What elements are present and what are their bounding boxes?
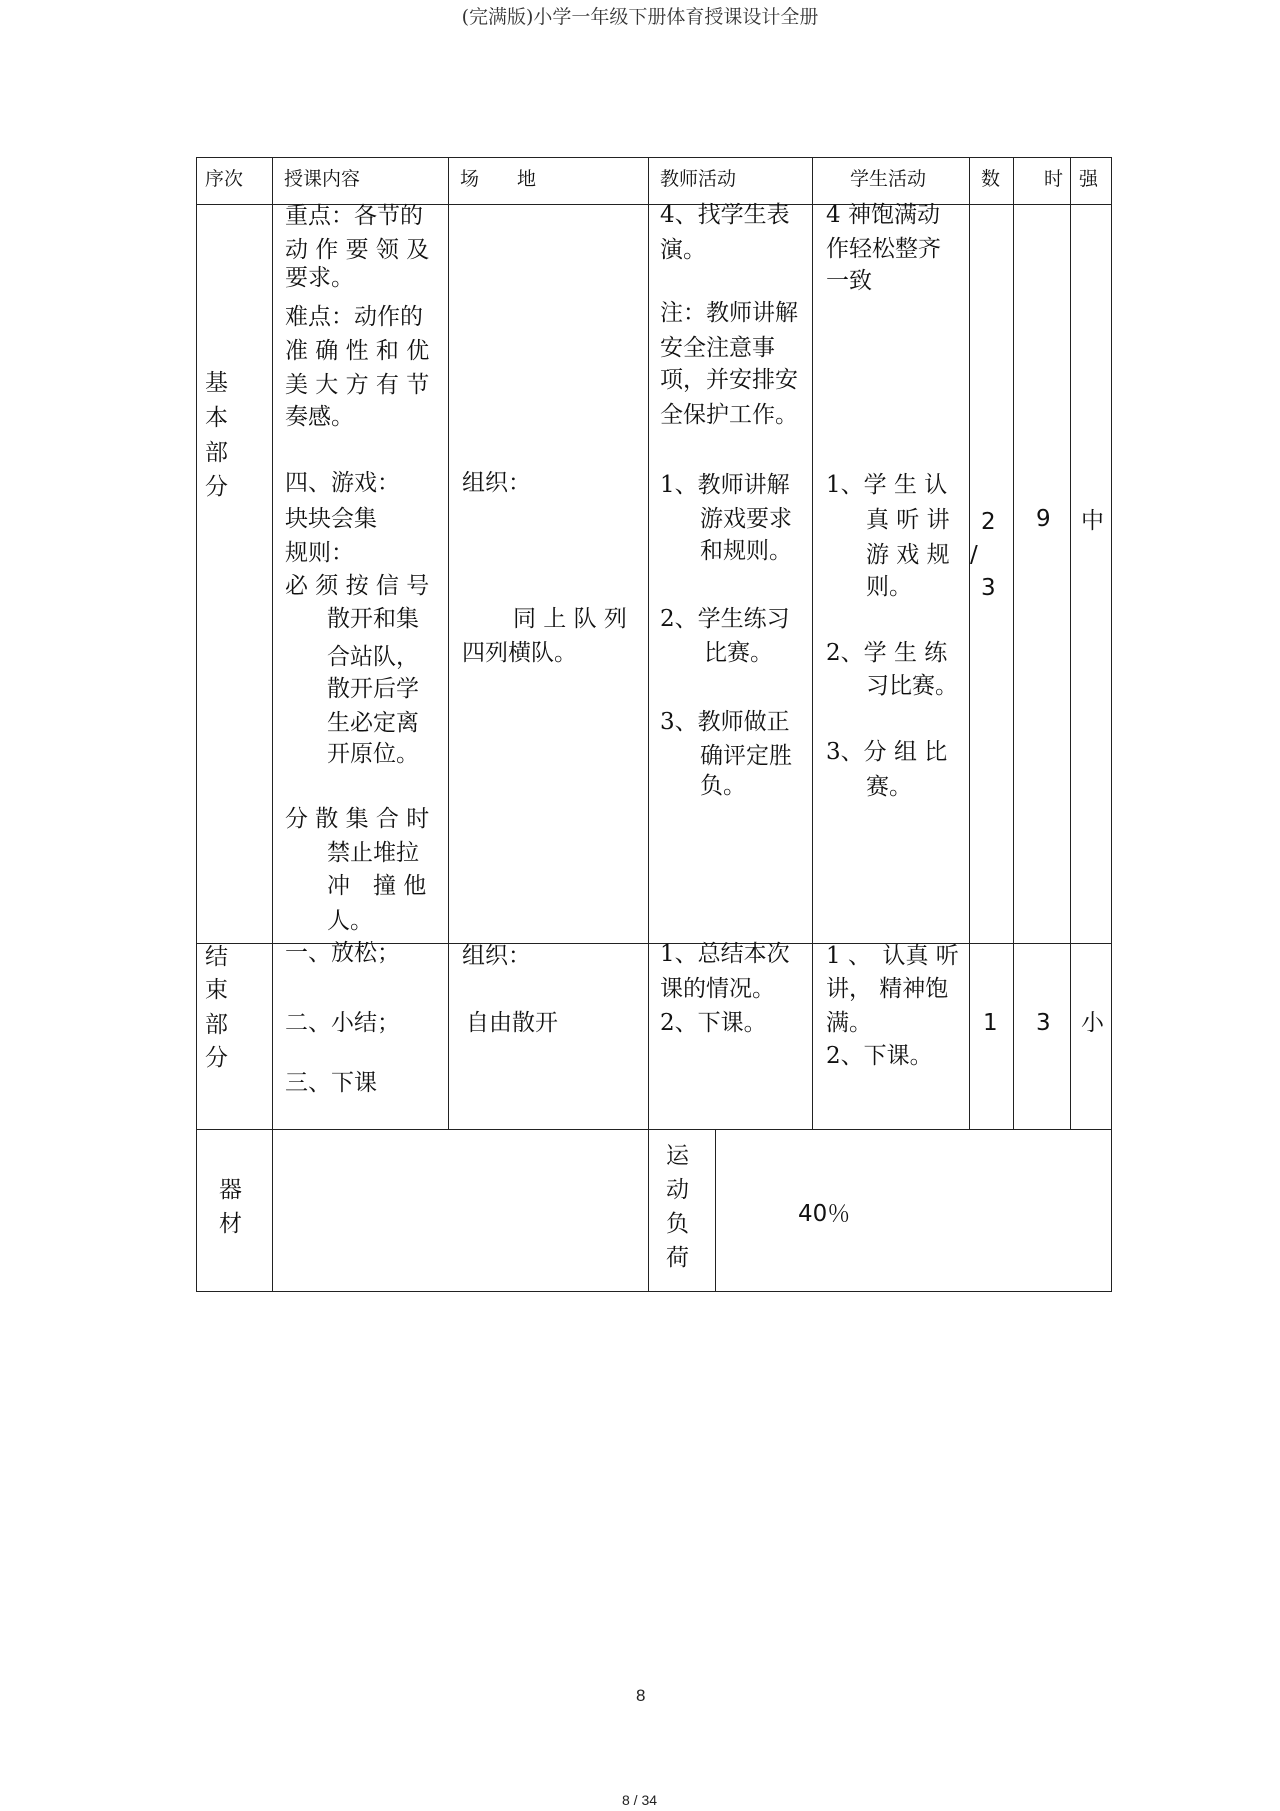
header-student: 学生活动 [850, 168, 927, 190]
basic-count-1: 2 [981, 509, 996, 535]
teacher-safety-1: 注：教师讲解 [660, 300, 798, 326]
col-divider-load-value [715, 1129, 716, 1291]
basic-count-3: 3 [981, 575, 996, 601]
student-step2-2: 习比赛。 [866, 673, 958, 699]
col-divider-student [812, 157, 813, 1129]
ending-section-label-4: 分 [205, 1045, 228, 1071]
student-step1-1: 1、学 生 认 [826, 472, 948, 498]
ending-student-1: 1 、 认真 听 [826, 943, 959, 969]
basic-section-label-1: 基 [205, 370, 228, 396]
student-perform-3: 一致 [826, 268, 872, 294]
student-perform-2: 作轻松整齐 [826, 236, 941, 262]
basic-section-label-3: 部 [205, 440, 228, 466]
ending-student-3: 满。 [826, 1010, 872, 1036]
header-teacher: 教师活动 [660, 168, 737, 190]
header-seq: 序次 [205, 168, 244, 190]
header-venue: 场 地 [460, 168, 537, 190]
key-point-line-3: 要求。 [285, 265, 354, 291]
table-bottom-border [196, 1291, 1112, 1292]
ending-intensity: 小 [1081, 1010, 1104, 1036]
teacher-step2-2: 比赛。 [704, 640, 773, 666]
col-divider-intensity [1070, 157, 1071, 1129]
note-line-1: 分 散 集 合 时 [285, 806, 430, 832]
teacher-step2-1: 2、学生练习 [660, 606, 790, 632]
ending-content-dismiss: 三、下课 [285, 1070, 377, 1096]
teacher-perform-2: 演。 [660, 237, 706, 263]
key-point-line-2: 动 作 要 领 及 [285, 237, 430, 263]
rules-line-3: 合站队， [327, 644, 419, 670]
student-step2-1: 2、学 生 练 [826, 640, 948, 666]
note-line-2: 禁止堆拉 [327, 840, 419, 866]
venue-formation-2: 四列横队。 [462, 640, 577, 666]
teacher-perform-1: 4、找学生表 [660, 202, 790, 228]
teacher-safety-2: 安全注意事 [660, 335, 775, 361]
ending-teacher-2: 课的情况。 [660, 976, 775, 1002]
ending-section-label-1: 结 [205, 944, 228, 970]
difficulty-line-3: 美 大 方 有 节 [285, 372, 430, 398]
student-perform-1: 4 神饱满动 [826, 202, 940, 228]
student-step1-4: 则。 [866, 574, 912, 600]
ending-content-summary: 二、小结； [285, 1010, 400, 1036]
teacher-step3-3: 负。 [700, 773, 746, 799]
student-step3-2: 赛。 [866, 774, 912, 800]
ending-count: 1 [983, 1010, 998, 1036]
note-line-4: 人。 [327, 908, 373, 934]
student-step1-3: 游 戏 规 [866, 542, 950, 568]
basic-section-label-4: 分 [205, 474, 228, 500]
load-label-3: 负 [666, 1211, 689, 1237]
rules-label: 规则： [285, 540, 354, 566]
basic-section-label-2: 本 [205, 405, 228, 431]
ending-section-bottom-border [196, 1129, 1112, 1130]
page-footer: 8 / 34 [622, 1792, 658, 1808]
teacher-step3-1: 3、教师做正 [660, 709, 790, 735]
load-value: 40％ [798, 1201, 851, 1227]
rules-line-5: 生必定离 [327, 710, 419, 736]
document-header-title: (完满版)小学一年级下册体育授课设计全册 [461, 6, 819, 28]
basic-intensity: 中 [1081, 508, 1104, 534]
rules-line-4: 散开后学 [327, 676, 419, 702]
col-divider-count [969, 157, 970, 1129]
difficulty-line-2: 准 确 性 和 优 [285, 338, 430, 364]
load-label-1: 运 [666, 1143, 689, 1169]
ending-section-label-3: 部 [205, 1012, 228, 1038]
ending-content-relax: 一、放松； [285, 940, 400, 966]
ending-student-2: 讲， 精神饱 [826, 976, 949, 1002]
basic-count-2: / [970, 542, 978, 568]
load-label-2: 动 [666, 1177, 689, 1203]
basic-time: 9 [1036, 506, 1051, 532]
game-title: 四、游戏： [285, 470, 400, 496]
page-number: 8 [636, 1686, 646, 1705]
difficulty-line-1: 难点：动作的 [285, 304, 423, 330]
col-divider-venue [448, 157, 449, 1129]
key-point-line-1: 重点：各节的 [285, 203, 423, 229]
table-left-border [196, 157, 197, 1291]
teacher-step3-2: 确评定胜 [700, 743, 792, 769]
col-divider-teacher [648, 157, 649, 1291]
header-time: 时 [1044, 168, 1064, 190]
rules-line-2: 散开和集 [327, 606, 419, 632]
student-step1-2: 真 听 讲 [866, 507, 950, 533]
ending-venue-org: 组织： [462, 943, 531, 969]
teacher-step1-1: 1、教师讲解 [660, 472, 790, 498]
col-divider-time [1013, 157, 1014, 1129]
ending-teacher-1: 1、总结本次 [660, 941, 790, 967]
table-top-border [196, 157, 1112, 158]
venue-formation-1: 同 上 队 列 [513, 606, 627, 632]
teacher-step1-2: 游戏要求 [700, 506, 792, 532]
equipment-label-2: 材 [219, 1211, 242, 1237]
teacher-safety-4: 全保护工作。 [660, 402, 798, 428]
difficulty-line-4: 奏感。 [285, 404, 354, 430]
note-line-3: 冲 撞 他 [327, 873, 427, 899]
teacher-step1-3: 和规则。 [700, 538, 792, 564]
rules-line-6: 开原位。 [327, 741, 419, 767]
game-name: 块块会集 [285, 506, 377, 532]
ending-section-label-2: 束 [205, 977, 228, 1003]
header-count: 数 [981, 168, 1001, 190]
header-content: 授课内容 [284, 168, 361, 190]
load-label-4: 荷 [666, 1245, 689, 1271]
venue-org: 组织： [462, 470, 531, 496]
header-intensity: 强 [1079, 168, 1099, 190]
student-step3-1: 3、分 组 比 [826, 739, 948, 765]
col-divider-content [272, 157, 273, 1291]
ending-teacher-3: 2、下课。 [660, 1010, 767, 1036]
ending-time: 3 [1036, 1010, 1051, 1036]
equipment-label-1: 器 [219, 1177, 242, 1203]
table-right-border [1111, 157, 1112, 1291]
teacher-safety-3: 项，并安排安 [660, 367, 798, 393]
rules-line-1: 必 须 按 信 号 [285, 573, 430, 599]
ending-venue-scatter: 自由散开 [466, 1010, 558, 1036]
ending-student-4: 2、下课。 [826, 1043, 933, 1069]
